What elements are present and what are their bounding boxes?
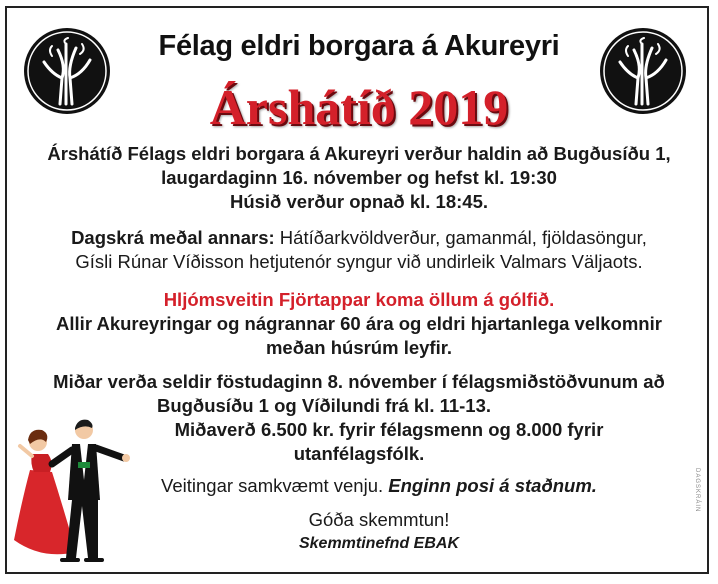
program-line-2: Gísli Rúnar Víðisson hetjutenór syngur við undirleik Valmars Väljaots. bbox=[75, 251, 643, 272]
dancing-couple-illustration bbox=[12, 410, 142, 570]
intro-line-2: laugardaginn 16. nóvember og hefst kl. 19:30 bbox=[161, 167, 557, 188]
program-label: Dagskrá meðal annars: bbox=[71, 227, 275, 248]
closing-line: Góða skemmtun! bbox=[308, 509, 450, 530]
event-headline: Árshátíð 2019 bbox=[209, 79, 509, 135]
welcome-line-1: Allir Akureyringar og nágrannar 60 ára og eldri hjartanlega velkomnir bbox=[56, 313, 662, 334]
price-line-1: Miðaverð 6.500 kr. fyrir félagsmenn og 8.000 fyrir bbox=[174, 419, 604, 440]
signature: Skemmtinefnd EBAK bbox=[298, 535, 460, 552]
tickets-line-2: Bugðusíðu 1 og Víðilundi frá kl. 11-13. bbox=[156, 395, 492, 416]
price-line-2: utanfélagsfólk. bbox=[293, 443, 425, 464]
catering-emphasis: Enginn posi á staðnum. bbox=[388, 475, 597, 496]
tickets-line-1: Miðar verða seldir föstudaginn 8. nóvember í félagsmiðstöðvunum að bbox=[53, 371, 665, 392]
intro-line-1: Árshátíð Félags eldri borgara á Akureyri verður haldin að Bugðusíðu 1, bbox=[47, 143, 671, 164]
welcome-line-2: meðan húsrúm leyfir. bbox=[265, 337, 453, 358]
catering-text: Veitingar samkvæmt venju. bbox=[161, 475, 384, 496]
side-mark: DAGSKRÁIN bbox=[694, 468, 700, 513]
program-line-1 bbox=[0, 226, 718, 249]
intro-line-3: Húsið verður opnað kl. 18:45. bbox=[229, 191, 489, 212]
band-line: Hljómsveitin Fjörtappar koma öllum á gólfið. bbox=[163, 289, 555, 310]
program-text-1: Hátíðarkvöldverður, gamanmál, fjöldasöngur, bbox=[279, 227, 647, 248]
organization-name: Félag eldri borgara á Akureyri bbox=[158, 30, 560, 62]
